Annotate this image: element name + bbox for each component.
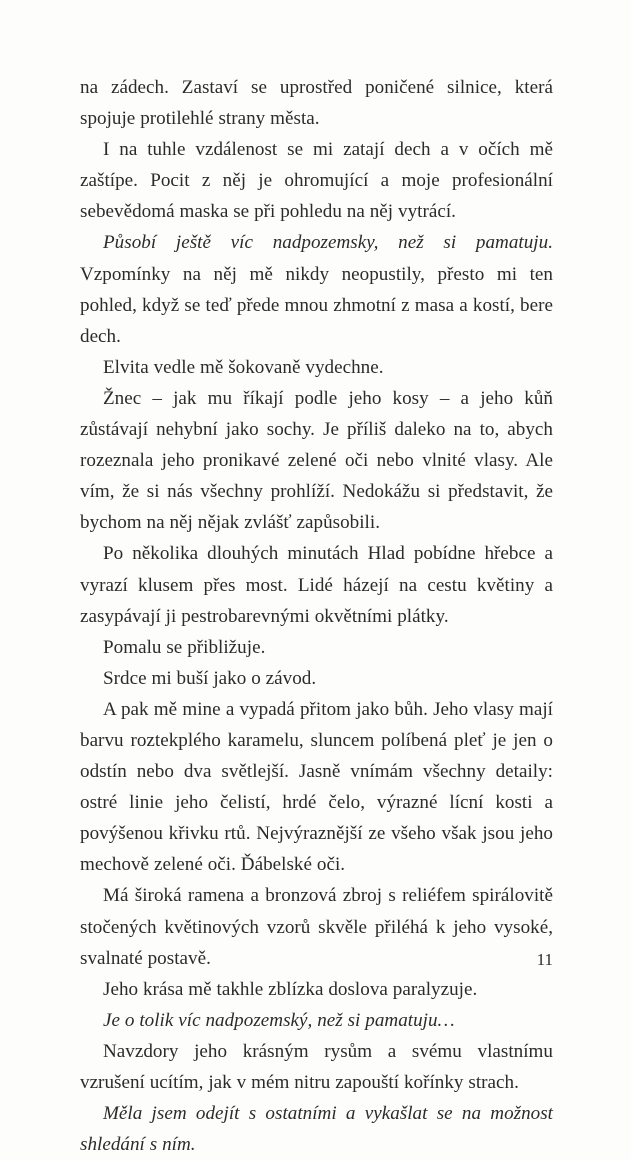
page-number: 11 <box>536 950 553 969</box>
paragraph-14: Měla jsem odejít s ostatními a vykašlat se na možnost shledání s ním. <box>80 1103 553 1156</box>
paragraph-3 <box>80 227 553 351</box>
paragraph-3-continuation: Vzpomínky na něj mě nikdy neopustily, přesto mi ten pohled, když se teď přede mnou zhmotní z masa a kostí, bere dech. <box>80 263 553 347</box>
paragraph-12: Je o tolik víc nadpozemský, než si pamatuju… <box>103 1009 455 1031</box>
paragraph-10: Má široká ramena a bronzová zbroj s reliéfem spirálovitě stočených květinových vzorů skvěle přiléhá k jeho vysoké, svalnaté postavě. <box>80 885 553 969</box>
paragraph-2: I na tuhle vzdálenost se mi zatají dech a v očích mě zaštípe. Pocit z něj je ohromující a moje profesionální sebevědomá maska se při pohledu na něj vytrácí. <box>80 139 553 223</box>
paragraph-6: Po několika dlouhých minutách Hlad pobídne hřebce a vyrazí klusem přes most. Lidé házejí na cestu květiny a zasypávají ji pestrobarevnými okvětními plátky. <box>80 543 553 627</box>
paragraph-13: Navzdory jeho krásným rysům a svému vlastnímu vzrušení ucítím, jak v mém nitru zapouští kořínky strach. <box>80 1040 553 1093</box>
paragraph-8: Srdce mi buší jako o závod. <box>103 667 317 689</box>
paragraph-7: Pomalu se přibližuje. <box>103 636 266 658</box>
paragraph-11: Jeho krása mě takhle zblízka doslova paralyzuje. <box>103 978 478 1000</box>
paragraph-1: na zádech. Zastaví se uprostřed poničené silnice, která spojuje protilehlé strany města. <box>80 77 553 130</box>
paragraph-5: Žnec – jak mu říkají podle jeho kosy – a jeho kůň zůstávají nehybní jako sochy. Je příliš daleko na to, abych rozeznala jeho pronikavé zelené oči nebo vlnité vlasy. Ale vím, že si nás všechny prohlíží. Nedokážu si představit, že bychom na něj nějak zvlášť zapůsobili. <box>80 387 553 534</box>
paragraph-4: Elvita vedle mě šokovaně vydechne. <box>103 356 384 378</box>
body-text-block <box>80 72 553 1160</box>
paragraph-9: A pak mě mine a vypadá přitom jako bůh. Jeho vlasy mají barvu roztekplého karamelu, sluncem políbená pleť je jen o odstín nebo dva světlejší. Jasně vnímám všechny detaily: ostré linie jeho čelistí, hrdé čelo, výrazné lícní kosti a povýšenou křivku rtů. Nejvýraznější ze všeho však jsou jeho mechově zelené oči. Ďábelské oči. <box>80 698 553 876</box>
italic-emphasis-lead-1: Působí ještě víc nadpozemsky, než si pamatuju. <box>103 232 553 254</box>
